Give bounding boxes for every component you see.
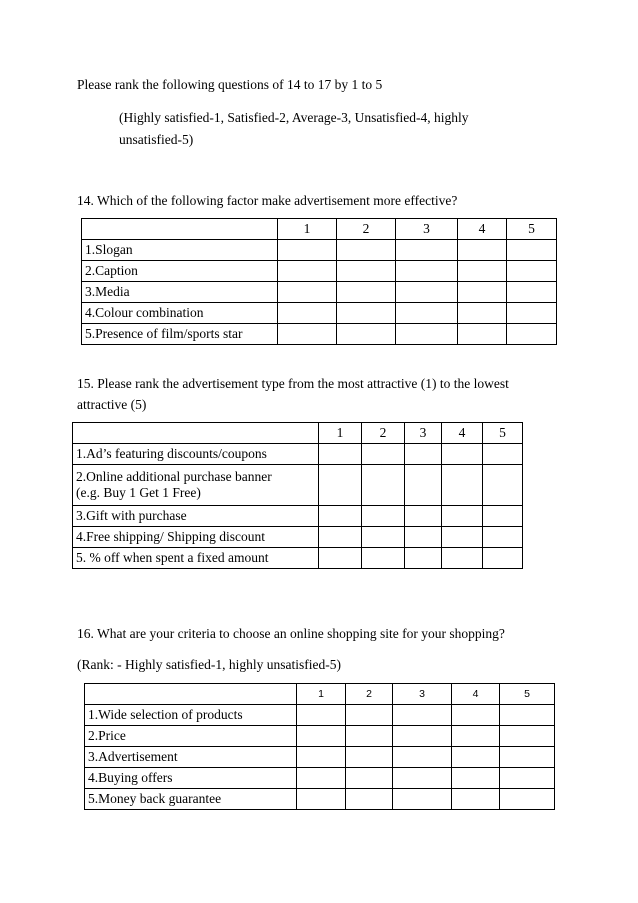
rank-cell[interactable] <box>483 527 523 548</box>
rank-cell[interactable] <box>337 240 396 261</box>
rank-cell[interactable] <box>278 261 337 282</box>
rank-cell[interactable] <box>346 789 393 810</box>
rank-cell[interactable] <box>362 506 405 527</box>
q14-col-4: 4 <box>458 219 507 240</box>
q14-col-1: 1 <box>278 219 337 240</box>
q14-row-label: 5.Presence of film/sports star <box>82 324 278 345</box>
q14-rank-table <box>81 218 557 345</box>
rank-cell[interactable] <box>396 240 458 261</box>
table-row <box>85 789 555 810</box>
rank-cell[interactable] <box>442 465 483 506</box>
rank-cell[interactable] <box>393 789 452 810</box>
q16-col-2: 2 <box>346 684 393 705</box>
table-row <box>73 506 523 527</box>
rank-cell[interactable] <box>405 465 442 506</box>
q16-row-label: 1.Wide selection of products <box>85 705 297 726</box>
rank-cell[interactable] <box>507 261 557 282</box>
q14-row-label: 2.Caption <box>82 261 278 282</box>
rank-cell[interactable] <box>483 506 523 527</box>
table-row <box>73 444 523 465</box>
rank-cell[interactable] <box>396 324 458 345</box>
q16-question: 16. What are your criteria to choose an online shopping site for your shopping? <box>77 626 505 641</box>
q15-question-line2: attractive (5) <box>77 397 147 412</box>
rank-cell[interactable] <box>346 705 393 726</box>
rank-cell[interactable] <box>393 726 452 747</box>
instruction-text: Please rank the following questions of 14 to 17 by 1 to 5 <box>77 77 383 92</box>
rank-cell[interactable] <box>458 282 507 303</box>
rank-cell[interactable] <box>507 324 557 345</box>
rank-cell[interactable] <box>452 726 500 747</box>
table-row <box>85 768 555 789</box>
table-row <box>73 548 523 569</box>
q14-col-2: 2 <box>337 219 396 240</box>
rank-cell[interactable] <box>458 324 507 345</box>
q16-row-label: 2.Price <box>85 726 297 747</box>
rank-cell[interactable] <box>483 444 523 465</box>
q15-row-label: 1.Ad’s featuring discounts/coupons <box>73 444 319 465</box>
rank-cell[interactable] <box>346 768 393 789</box>
q15-row-label: 3.Gift with purchase <box>73 506 319 527</box>
rank-cell[interactable] <box>483 548 523 569</box>
rank-cell[interactable] <box>500 747 555 768</box>
rank-cell[interactable] <box>507 303 557 324</box>
rank-cell[interactable] <box>500 726 555 747</box>
rank-cell[interactable] <box>458 303 507 324</box>
q16-col-1: 1 <box>297 684 346 705</box>
rank-cell[interactable] <box>405 444 442 465</box>
q16-row-label: 3.Advertisement <box>85 747 297 768</box>
q16-col-5: 5 <box>500 684 555 705</box>
q15-row-label <box>73 465 319 506</box>
rank-cell[interactable] <box>393 747 452 768</box>
rank-cell[interactable] <box>337 261 396 282</box>
q14-row-label: 4.Colour combination <box>82 303 278 324</box>
q16-col-3: 3 <box>393 684 452 705</box>
q15-row-label: 4.Free shipping/ Shipping discount <box>73 527 319 548</box>
rank-cell[interactable] <box>442 444 483 465</box>
rank-cell[interactable] <box>278 303 337 324</box>
rank-cell[interactable] <box>396 282 458 303</box>
q16-col-4: 4 <box>452 684 500 705</box>
q15-col-2: 2 <box>362 423 405 444</box>
table-row <box>73 465 523 506</box>
rank-cell[interactable] <box>483 465 523 506</box>
table-row <box>85 747 555 768</box>
q16-rank-note: (Rank: - Highly satisfied-1, highly unsatisfied-5) <box>77 657 341 672</box>
q14-row-label: 1.Slogan <box>82 240 278 261</box>
q15-col-5: 5 <box>483 423 523 444</box>
rank-cell[interactable] <box>362 527 405 548</box>
rank-cell[interactable] <box>393 705 452 726</box>
scale-legend-line1: (Highly satisfied-1, Satisfied-2, Average-3, Unsatisfied-4, highly <box>119 110 469 125</box>
rank-cell[interactable] <box>278 282 337 303</box>
rank-cell[interactable] <box>442 506 483 527</box>
rank-cell[interactable] <box>346 726 393 747</box>
q15-row2-line1: 2.Online additional purchase banner <box>76 469 272 484</box>
q15-question-line1: 15. Please rank the advertisement type from the most attractive (1) to the lowest <box>77 376 509 391</box>
q14-col-3: 3 <box>396 219 458 240</box>
q14-row-label: 3.Media <box>82 282 278 303</box>
rank-cell[interactable] <box>507 282 557 303</box>
rank-cell[interactable] <box>337 282 396 303</box>
q15-col-4: 4 <box>442 423 483 444</box>
rank-cell[interactable] <box>337 324 396 345</box>
rank-cell[interactable] <box>346 747 393 768</box>
q15-row2-line2: (e.g. Buy 1 Get 1 Free) <box>76 485 201 500</box>
q15-header-blank <box>73 423 319 444</box>
table-row <box>82 240 557 261</box>
rank-cell[interactable] <box>337 303 396 324</box>
table-row <box>85 705 555 726</box>
rank-cell[interactable] <box>278 240 337 261</box>
rank-cell[interactable] <box>396 261 458 282</box>
rank-cell[interactable] <box>442 548 483 569</box>
scale-legend-line2: unsatisfied-5) <box>119 132 194 147</box>
rank-cell[interactable] <box>393 768 452 789</box>
rank-cell[interactable] <box>500 789 555 810</box>
q15-row-label: 5. % off when spent a fixed amount <box>73 548 319 569</box>
q16-header-row <box>85 684 555 705</box>
rank-cell[interactable] <box>452 789 500 810</box>
rank-cell[interactable] <box>442 527 483 548</box>
rank-cell[interactable] <box>396 303 458 324</box>
q16-row-label: 4.Buying offers <box>85 768 297 789</box>
table-row <box>85 726 555 747</box>
q14-header-row <box>82 219 557 240</box>
rank-cell[interactable] <box>319 465 362 506</box>
rank-cell[interactable] <box>452 705 500 726</box>
table-row <box>73 527 523 548</box>
rank-cell[interactable] <box>362 444 405 465</box>
rank-cell[interactable] <box>297 789 346 810</box>
rank-cell[interactable] <box>362 548 405 569</box>
rank-cell[interactable] <box>452 747 500 768</box>
rank-cell[interactable] <box>362 465 405 506</box>
q14-col-5: 5 <box>507 219 557 240</box>
table-row <box>82 282 557 303</box>
q16-header-blank <box>85 684 297 705</box>
q16-rank-table <box>84 683 555 810</box>
table-row <box>82 324 557 345</box>
rank-cell[interactable] <box>297 726 346 747</box>
q15-rank-table <box>72 422 523 569</box>
q15-col-3: 3 <box>405 423 442 444</box>
rank-cell[interactable] <box>458 261 507 282</box>
rank-cell[interactable] <box>319 444 362 465</box>
rank-cell[interactable] <box>405 548 442 569</box>
table-row <box>82 261 557 282</box>
table-row <box>82 303 557 324</box>
rank-cell[interactable] <box>500 768 555 789</box>
rank-cell[interactable] <box>297 768 346 789</box>
rank-cell[interactable] <box>458 240 507 261</box>
rank-cell[interactable] <box>405 506 442 527</box>
rank-cell[interactable] <box>500 705 555 726</box>
rank-cell[interactable] <box>319 527 362 548</box>
rank-cell[interactable] <box>319 548 362 569</box>
q15-header-row <box>73 423 523 444</box>
rank-cell[interactable] <box>278 324 337 345</box>
q15-col-1: 1 <box>319 423 362 444</box>
q14-header-blank <box>82 219 278 240</box>
rank-cell[interactable] <box>452 768 500 789</box>
rank-cell[interactable] <box>507 240 557 261</box>
rank-cell[interactable] <box>297 747 346 768</box>
rank-cell[interactable] <box>405 527 442 548</box>
rank-cell[interactable] <box>297 705 346 726</box>
q14-question: 14. Which of the following factor make advertisement more effective? <box>77 193 458 208</box>
q16-row-label: 5.Money back guarantee <box>85 789 297 810</box>
rank-cell[interactable] <box>319 506 362 527</box>
